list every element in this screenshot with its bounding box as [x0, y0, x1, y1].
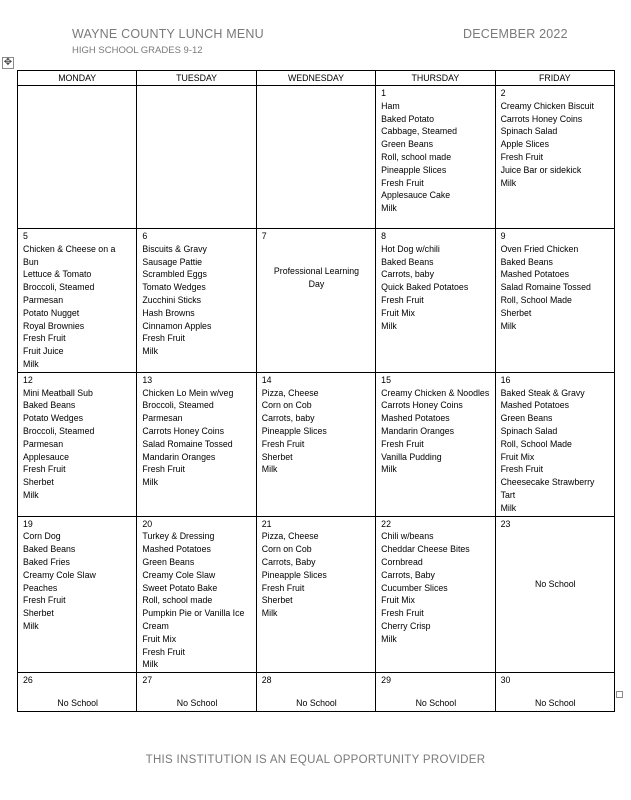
menu-item: Broccoli, Steamed: [23, 425, 95, 436]
menu-item: Spinach Salad: [500, 126, 558, 137]
menu-item: Mandarin Oranges: [381, 425, 455, 436]
menu-item: Chicken & Cheese on a Bun: [23, 243, 116, 267]
menu-item: Sherbet: [23, 477, 54, 488]
day-cell: [256, 372, 375, 516]
menu-item: Carrots, baby: [381, 269, 434, 280]
menu-item: Fresh Fruit: [381, 608, 424, 619]
day-note: Professional Learning Day: [273, 265, 360, 289]
menu-item: Cherry Crisp: [381, 620, 431, 631]
day-cell: [495, 229, 614, 373]
no-school-note: No School: [534, 697, 576, 708]
menu-item: Sherbet: [261, 595, 293, 606]
menu-item: Baked Steak & Gravy: [500, 387, 585, 398]
menu-item: Pineapple Slices: [381, 164, 447, 175]
day-number: 12: [23, 374, 33, 385]
menu-item: Baked Fries: [23, 556, 70, 567]
day-cell: [137, 372, 256, 516]
menu-item: Sherbet: [23, 608, 54, 619]
menu-item: Tomato Wedges: [142, 282, 206, 293]
menu-item: Fresh Fruit: [142, 646, 185, 657]
day-number: 1: [381, 88, 387, 98]
week-row: [18, 372, 615, 516]
menu-subtitle: HIGH SCHOOL GRADES 9-12: [72, 45, 203, 56]
menu-item: Fresh Fruit: [381, 438, 424, 449]
menu-item: Milk: [23, 489, 39, 500]
menu-item: Milk: [381, 633, 397, 644]
menu-item: Milk: [500, 177, 517, 188]
day-cell: [256, 516, 375, 673]
menu-item: Quick Baked Potatoes: [381, 282, 469, 293]
menu-item: Milk: [261, 464, 278, 475]
day-cell: [495, 372, 614, 516]
menu-item: Milk: [381, 320, 397, 331]
menu-item: Ham: [381, 100, 400, 111]
menu-item: Milk: [142, 659, 159, 670]
menu-item: Cheesecake Strawberry Tart: [500, 477, 595, 500]
menu-item: Pizza, Cheese: [261, 531, 319, 542]
menu-item: Fruit Mix: [381, 595, 415, 606]
day-number: 8: [381, 231, 387, 241]
menu-item: Creamy Cole Slaw: [142, 569, 216, 580]
menu-item: Fresh Fruit: [142, 333, 185, 344]
table-move-handle-icon[interactable]: ✥: [3, 57, 13, 68]
day-cell: [18, 229, 137, 373]
weekday-header: THURSDAY: [376, 71, 495, 86]
day-cell: [137, 86, 256, 229]
weekday-header: TUESDAY: [137, 71, 256, 86]
weekday-header: FRIDAY: [495, 71, 614, 86]
menu-item: Fresh Fruit: [23, 333, 66, 344]
day-number: [23, 87, 132, 100]
menu-item: Fresh Fruit: [381, 294, 424, 305]
menu-item: Milk: [261, 608, 278, 619]
menu-item: Peaches: [23, 582, 58, 593]
menu-item: Apple Slices: [500, 139, 549, 150]
menu-item: Potato Wedges: [23, 413, 83, 424]
menu-item: Baked Potato: [381, 113, 434, 124]
menu-item: Milk: [142, 346, 159, 357]
menu-item: Scrambled Eggs: [142, 269, 207, 280]
menu-item: Fresh Fruit: [500, 151, 544, 162]
menu-month: DECEMBER 2022: [463, 27, 568, 41]
day-number: 28: [261, 675, 272, 686]
menu-item: Sweet Potato Bake: [142, 582, 218, 593]
day-cell: [256, 673, 375, 712]
menu-item: Vanilla Pudding: [381, 451, 442, 462]
menu-item: Corn on Cob: [261, 400, 312, 411]
menu-item: Fruit Mix: [142, 633, 177, 644]
menu-item: Oven Fried Chicken: [500, 243, 579, 254]
menu-item: Biscuits & Gravy: [142, 243, 207, 254]
menu-item: Spinach Salad: [500, 425, 558, 436]
menu-item: Sherbet: [261, 451, 293, 462]
menu-item: Fruit Mix: [381, 307, 415, 318]
menu-item: Salad Romaine Tossed: [500, 282, 591, 293]
day-number: 15: [381, 374, 391, 385]
week-row: [18, 86, 615, 229]
menu-item: Milk: [23, 358, 39, 369]
week-row: [18, 673, 615, 712]
day-number: 13: [142, 374, 153, 385]
menu-item: Creamy Chicken Biscuit: [500, 100, 594, 111]
day-cell: [376, 229, 495, 373]
menu-item: Baked Beans: [23, 400, 76, 411]
menu-item: Creamy Chicken & Noodles: [381, 387, 490, 398]
day-cell: [137, 673, 256, 712]
menu-item: Lettuce & Tomato: [23, 269, 92, 280]
day-number: 14: [261, 374, 272, 385]
menu-item: Fresh Fruit: [142, 464, 185, 475]
menu-item: Sherbet: [500, 307, 532, 318]
no-school-note: No School: [415, 697, 457, 708]
menu-item: Roll, school made: [142, 595, 213, 606]
menu-item: Green Beans: [500, 413, 553, 424]
menu-item: Fresh Fruit: [23, 464, 66, 475]
day-cell: [495, 86, 614, 229]
day-number: 5: [23, 231, 28, 241]
menu-item: Milk: [142, 477, 159, 488]
menu-item: Fresh Fruit: [500, 464, 544, 475]
day-number: 20: [142, 518, 153, 529]
menu-title: WAYNE COUNTY LUNCH MENU: [72, 27, 264, 41]
menu-item: Pizza, Cheese: [261, 387, 319, 398]
menu-item: Pineapple Slices: [261, 569, 327, 580]
menu-item: Green Beans: [142, 556, 195, 567]
menu-item: Milk: [500, 320, 517, 331]
day-number: 19: [23, 518, 33, 529]
day-number: 30: [500, 675, 511, 686]
day-number: [142, 87, 251, 100]
day-cell: [376, 86, 495, 229]
menu-item: Chili w/beans: [381, 531, 434, 542]
menu-item: Carrots, Baby: [381, 569, 435, 580]
menu-item: Mini Meatball Sub: [23, 387, 93, 398]
day-cell: [137, 229, 256, 373]
no-school-note: No School: [176, 697, 218, 708]
menu-item: Corn on Cob: [261, 544, 312, 555]
menu-item: Parmesan: [142, 413, 183, 424]
day-number: 16: [500, 374, 511, 385]
menu-item: Baked Beans: [500, 256, 553, 267]
menu-item: Juice Bar or sidekick: [500, 164, 582, 175]
day-number: 29: [381, 675, 391, 686]
menu-item: Parmesan: [23, 294, 64, 305]
day-cell: [376, 673, 495, 712]
menu-item: Applesauce: [23, 451, 69, 462]
menu-item: Milk: [381, 203, 397, 214]
menu-item: Fresh Fruit: [261, 582, 305, 593]
menu-item: Applesauce Cake: [381, 190, 451, 201]
menu-item: Fresh Fruit: [23, 595, 66, 606]
menu-item: Mashed Potatoes: [381, 413, 450, 424]
menu-item: Cheddar Cheese Bites: [381, 544, 470, 555]
day-cell: [137, 516, 256, 673]
day-number: 7: [261, 231, 267, 241]
weekday-header-row: [18, 71, 615, 86]
menu-item: Mashed Potatoes: [142, 544, 211, 555]
day-cell: [495, 516, 614, 673]
menu-item: Green Beans: [381, 139, 434, 150]
menu-item: Baked Beans: [381, 256, 434, 267]
menu-item: Potato Nugget: [23, 307, 80, 318]
menu-item: Turkey & Dressing: [142, 531, 215, 542]
day-number: 23: [500, 518, 511, 529]
menu-item: Carrots Honey Coins: [500, 113, 583, 124]
day-number: 26: [23, 675, 33, 686]
weekday-header: MONDAY: [18, 71, 137, 86]
day-number: 22: [381, 518, 391, 529]
day-cell: [256, 229, 375, 373]
lunch-menu-table: [17, 70, 615, 712]
menu-item: Broccoli, Steamed: [142, 400, 214, 411]
day-cell: [256, 86, 375, 229]
menu-item: Chicken Lo Mein w/veg: [142, 387, 234, 398]
menu-item: Mandarin Oranges: [142, 451, 216, 462]
menu-item: Milk: [23, 620, 39, 631]
menu-item: Carrots Honey Coins: [142, 425, 225, 436]
menu-item: Pumpkin Pie or Vanilla Ice Cream: [142, 608, 245, 631]
menu-item: Cinnamon Apples: [142, 320, 212, 331]
menu-item: Salad Romaine Tossed: [142, 438, 233, 449]
menu-item: Milk: [500, 502, 517, 513]
day-number: 6: [142, 231, 148, 241]
menu-item: Cornbread: [381, 556, 423, 567]
menu-item: Fresh Fruit: [381, 177, 424, 188]
menu-item: Carrots, Baby: [261, 556, 316, 567]
week-row: [18, 229, 615, 373]
menu-item: Cucumber Slices: [381, 582, 448, 593]
weekday-header: WEDNESDAY: [256, 71, 375, 86]
day-number: 21: [261, 518, 272, 529]
menu-item: Creamy Cole Slaw: [23, 569, 96, 580]
day-cell: [495, 673, 614, 712]
no-school-note: No School: [57, 697, 98, 708]
day-number: 27: [142, 675, 153, 686]
menu-item: Hash Browns: [142, 307, 195, 318]
menu-item: Sausage Pattie: [142, 256, 203, 267]
day-cell: [18, 516, 137, 673]
day-number: 9: [500, 231, 506, 241]
menu-item: Zucchini Sticks: [142, 294, 202, 305]
menu-item: Carrots, baby: [261, 413, 315, 424]
day-cell: [18, 86, 137, 229]
menu-item: Roll, School Made: [500, 438, 572, 449]
day-cell: [376, 372, 495, 516]
menu-item: Cabbage, Steamed: [381, 126, 457, 137]
menu-item: Broccoli, Steamed: [23, 282, 95, 293]
menu-item: Fruit Juice: [23, 346, 64, 357]
menu-item: Roll, school made: [381, 151, 452, 162]
menu-item: Fresh Fruit: [261, 438, 305, 449]
menu-item: Fruit Mix: [500, 451, 535, 462]
menu-item: Baked Beans: [23, 544, 76, 555]
day-cell: [18, 372, 137, 516]
menu-item: Royal Brownies: [23, 320, 85, 331]
menu-item: Parmesan: [23, 438, 64, 449]
menu-item: Milk: [381, 464, 397, 475]
day-number: [262, 87, 371, 100]
menu-item: Mashed Potatoes: [500, 269, 570, 280]
week-row: [18, 516, 615, 673]
day-cell: [376, 516, 495, 673]
day-cell: [18, 673, 137, 712]
footer-statement: THIS INSTITUTION IS AN EQUAL OPPORTUNITY PROVIDER: [145, 754, 486, 766]
menu-item: Pineapple Slices: [261, 425, 327, 436]
day-note: No School: [534, 579, 576, 590]
menu-item: Corn Dog: [23, 531, 61, 542]
no-school-note: No School: [296, 697, 337, 708]
day-number: 2: [500, 88, 506, 98]
menu-item: Carrots Honey Coins: [381, 400, 463, 411]
menu-item: Mashed Potatoes: [500, 400, 570, 411]
menu-item: Hot Dog w/chili: [381, 243, 440, 254]
table-resize-handle-icon[interactable]: [616, 691, 623, 698]
menu-item: Roll, School Made: [500, 294, 572, 305]
